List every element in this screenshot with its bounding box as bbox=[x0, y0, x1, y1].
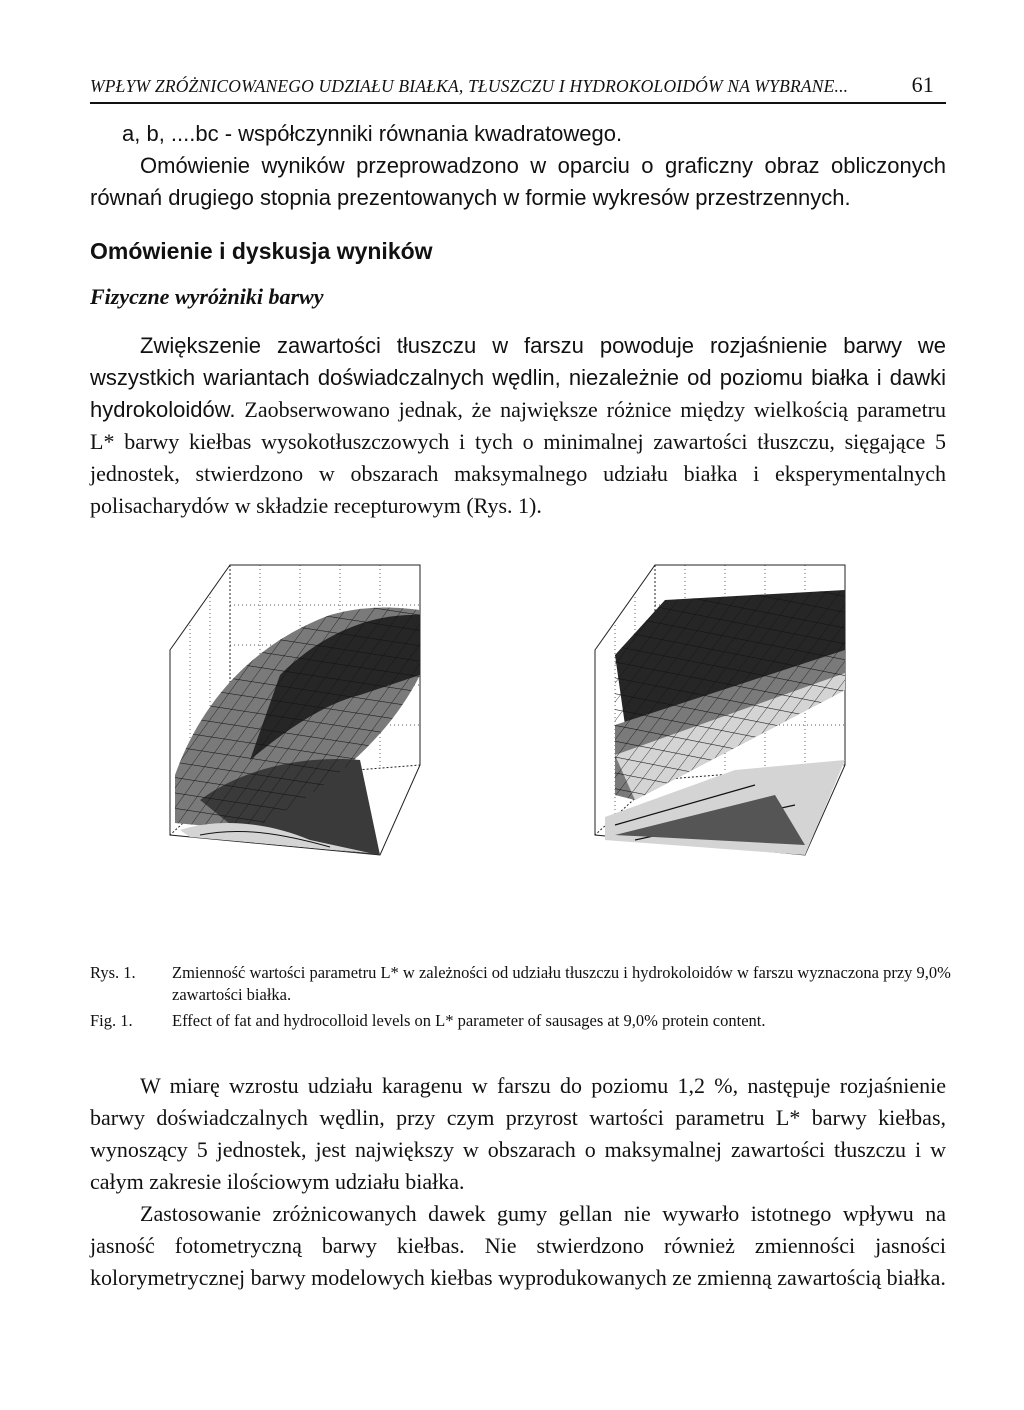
sub-heading: Fizyczne wyróżniki barwy bbox=[90, 284, 324, 309]
color-paragraph bbox=[90, 330, 946, 522]
surface-left bbox=[175, 608, 420, 855]
carrageenan-paragraph bbox=[90, 1070, 946, 1198]
running-title: WPŁYW ZRÓŻNICOWANEGO UDZIAŁU BIAŁKA, TŁUSZCZU I HYDROKOLOIDÓW NA WYBRANE... bbox=[90, 76, 849, 96]
section-heading: Omówienie i dyskusja wyników bbox=[90, 238, 433, 264]
carrageenan-paragraph-text: W miarę wzrostu udziału karagenu w farszu do poziomu 1,2 %, następuje rozjaśnienie barwy doświadczalnych wędlin, przy czym przyrost wartości parametru L* barwy kiełbas, wynoszący 5 jednostek, jest największy w obszarach o maksymalnej zawartości tłuszczu i w całym zakresie ilościowym udziału białka. bbox=[90, 1073, 946, 1194]
caption-en-label: Fig. 1. bbox=[90, 1011, 133, 1030]
gellan-paragraph bbox=[90, 1198, 946, 1294]
gellan-paragraph-text: Zastosowanie zróżnicowanych dawek gumy gellan nie wywarło istotnego wpływu na jasność fotometryczną barwy kiełbas. Nie stwierdzono również zmienności jasności kolorymetrycznej barwy modelowych kiełbas wyprodukowanych ze zmienną zawartością białka. bbox=[90, 1201, 946, 1290]
intro-paragraph bbox=[90, 150, 946, 214]
caption-pl-label: Rys. 1. bbox=[90, 963, 136, 982]
surface-plot-right-svg bbox=[555, 555, 855, 915]
surface-plot-left bbox=[130, 555, 430, 915]
page-number: 61 bbox=[911, 72, 934, 97]
header-rule bbox=[90, 102, 946, 104]
surface-plot-left-svg bbox=[130, 555, 430, 915]
caption-pl-text: Zmienność wartości parametru L* w zależności od udziału tłuszczu i hydrokoloidów w farszu wyznaczona przy 9,0% zawartości białka. bbox=[172, 963, 951, 1004]
surface-plot-right bbox=[555, 555, 855, 915]
color-paragraph-part1: Zwiększenie zawartości tłuszczu w farszu powoduje rozjaśnienie barwy we wszystkich wariantach doświadczalnych wędlin, niezależnie od poziomu białka i dawki hydrokoloidów. bbox=[90, 333, 946, 422]
caption-en-text: Effect of fat and hydrocolloid levels on L* parameter of sausages at 9,0% protein content. bbox=[172, 1011, 766, 1030]
color-paragraph-part2: Zaobserwowano jednak, że największe różnice między wielkością parametru L* barwy kiełbas wysokotłuszczowych i tych o minimalnej zawartości tłuszczu, sięgające 5 jednostek, stwierdzono w obszarach maksymalnego udziału białka i eksperymentalnych polisacharydów w składzie recepturowym (Rys. 1). bbox=[90, 397, 947, 518]
intro-paragraph-text: Omówienie wyników przeprowadzono w oparciu o graficzny obraz obliczonych równań drugiego stopnia prezentowanych w formie wykresów przestrzennych. bbox=[90, 153, 946, 210]
coefficients-line: a, b, ....bc - współczynniki równania kwadratowego. bbox=[122, 121, 623, 146]
